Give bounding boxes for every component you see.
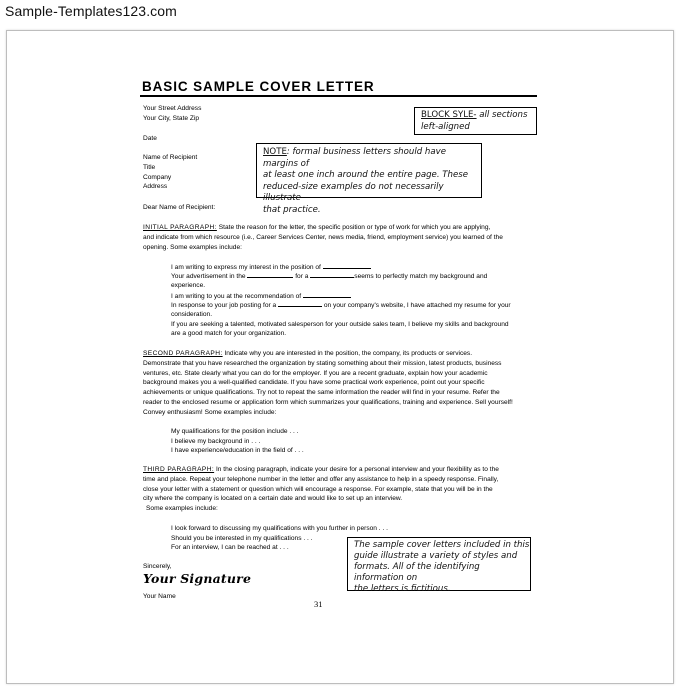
initial-example-5: If you are seeking a talented, motivated salesperson for your outside sales team, I believe my skills and background [171,321,509,328]
second-paragraph-line: reader to the enclosed resume or application form which summarizes your qualifications, training and experience. Sell yourself! [143,398,513,406]
page-title: BASIC SAMPLE COVER LETTER [142,79,375,94]
initial-example-5-cont: are a good match for your organization. [171,330,287,337]
initial-example-4 [171,300,511,311]
closing: Sincerely, [143,563,172,570]
recipient-company: Company [143,174,172,181]
second-paragraph-line: Demonstrate that you have researched the organization by stating something about their mission, latest products, business [143,359,502,367]
recipient-title: Title [143,164,156,171]
sender-name: Your Name [143,593,176,600]
initial-example-4-cont: consideration. [171,311,213,318]
initial-paragraph-line: State the reason for the letter, the specific position or type of work for which you are applying, [216,224,491,231]
second-paragraph-heading: SECOND PARAGRAPH: [143,350,223,357]
signature: Your Signature [143,571,252,586]
site-watermark: Sample-Templates123.com [5,3,177,19]
third-example-3: For an interview, I can be reached at . . . [171,544,289,551]
example-text: I am writing to you at the recommendation of [171,293,302,300]
second-paragraph-line: Convey enthusiasm! Some examples include: [143,408,277,416]
second-paragraph-line: achievements or unique qualifications. Try not to repeat the same information the reader will find in your resume. Refer the [143,389,500,397]
second-paragraph-line: ventures, etc. State clearly what you can do for the employer. If you are a recent graduate, explain how your academic [143,369,488,377]
recipient-name: Name of Recipient [143,154,198,161]
second-paragraph-line: Indicate why you are interested in the position, the company, its products or services. [222,350,473,357]
note-line1: : formal business letters should have margins of [263,147,446,169]
blank-line [310,271,354,278]
second-paragraph [143,349,535,418]
example-text: In response to your job posting for a [171,302,277,309]
block-style-label: BLOCK SYLE- [421,110,477,120]
third-paragraph-line: In the closing paragraph, indicate your desire for a personal interview and your flexibility as to the [214,466,499,473]
example-text: I am writing to express my interest in the position of [171,264,321,271]
example-text: seems to perfectly match my background and [354,273,488,280]
third-paragraph-line: city where the company is located on a certain date and would like to set up an interview. [143,495,403,503]
example-text: Your advertisement in the [171,273,246,280]
third-paragraph-line: close your letter with a statement or question which will encourage a response. For example, state that you will be in the [143,485,493,493]
sender-street: Your Street Address [143,105,202,112]
initial-paragraph-line: and indicate from which resource (i.e., Career Services Center, news media, friend, employment service) you learned of the [143,233,503,241]
third-paragraph [143,465,535,514]
second-paragraph-line: background makes you a well-qualified candidate. If you have some practical work experience, point out your specific [143,379,485,387]
block-style-note [414,107,537,135]
note-line2: at least one inch around the entire page. These [263,170,469,180]
blank-line [303,291,351,298]
blank-line [247,271,293,278]
page-number: 31 [314,599,323,609]
block-style-line2: left-aligned [421,121,470,132]
blank-line [278,300,322,307]
second-example-1: My qualifications for the position include . . . [171,428,299,435]
example-text: on your company's website, I have attached my resume for your [323,302,511,309]
letter-date: Date [143,135,157,142]
second-example-3: I have experience/education in the field of . . . [171,447,304,454]
sample-note-line: guide illustrate a variety of styles and [354,551,518,562]
third-paragraph-line: Some examples include: [146,505,218,513]
recipient-address: Address [143,183,168,190]
margin-note [256,143,482,215]
third-paragraph-line: time and place. Repeat your telephone number in the letter and offer any assistance to help in a speedy response. Finally, [143,475,499,483]
initial-paragraph-line: opening. Some examples include: [143,243,242,251]
initial-example-2-cont: experience. [171,282,206,289]
block-style-line1: all sections [476,110,528,120]
title-rule [140,95,537,97]
sample-note-line: the letters is fictitious. [354,584,451,595]
note-label: NOTE [263,147,287,157]
third-paragraph-heading: THIRD PARAGRAPH: [143,466,215,473]
note-line3: reduced-size examples do not necessarily illustrate [263,181,444,203]
sample-note-line: formats. All of the identifying information on [354,562,480,584]
initial-paragraph [143,223,535,252]
third-example-2: Should you be interested in my qualifications . . . [171,535,313,542]
initial-paragraph-heading: INITIAL PARAGRAPH: [143,224,217,231]
sender-city: Your City, State Zip [143,115,200,122]
note-line4: that practice. [263,204,321,215]
salutation: Dear Name of Recipient: [143,204,216,211]
initial-example-2 [171,271,487,282]
blank-line [323,262,371,269]
second-example-2: I believe my background in . . . [171,438,261,445]
third-example-1: I look forward to discussing my qualifications with you further in person . . . [171,525,388,532]
example-text: for a [295,273,309,280]
sample-disclaimer-note [347,537,531,595]
sample-note-line: The sample cover letters included in this [354,540,530,550]
